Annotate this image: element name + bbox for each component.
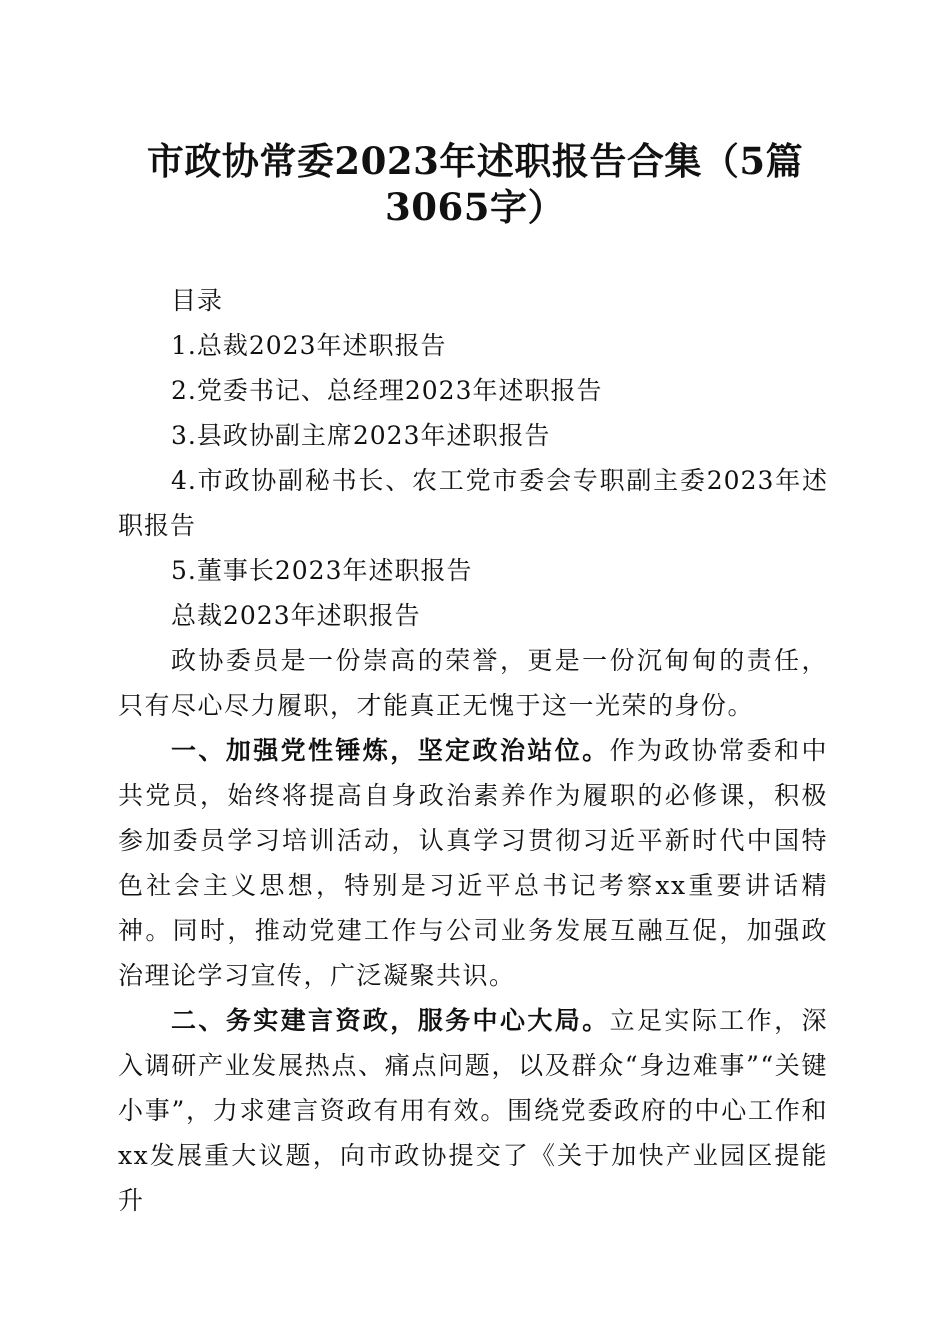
toc-item: 5.董事长2023年述职报告 bbox=[171, 556, 473, 585]
toc-item: 2.党委书记、总经理2023年述职报告 bbox=[171, 376, 603, 405]
section-title: 总裁2023年述职报告 bbox=[171, 601, 421, 630]
document-title: 市政协常委2023年述职报告合集（5篇3065字） bbox=[146, 139, 804, 229]
toc-heading: 目录 bbox=[171, 286, 224, 315]
toc-item: 3.县政协副主席2023年述职报告 bbox=[171, 421, 551, 450]
paragraph-text: 作为政协常委和中共党员，始终将提高自身政治素养作为履职的必修课，积极参加委员学习培训活动，认真学习贯彻习近平新时代中国特色社会主义思想，特别是习近平总书记考察xx重要讲话精神。同时，推动党建工作与公司业务发展互融互促，加强政治理论学习宣传，广泛凝聚共识。 bbox=[118, 736, 828, 990]
toc-item: 1.总裁2023年述职报告 bbox=[171, 331, 447, 360]
paragraph-lead: 一、加强党性锤炼，坚定政治站位。 bbox=[171, 736, 610, 765]
intro-paragraph: 政协委员是一份崇高的荣誉，更是一份沉甸甸的责任，只有尽心尽力履职，才能真正无愧于这一光荣的身份。 bbox=[118, 646, 828, 720]
body-paragraph bbox=[118, 998, 828, 1223]
paragraph-text: 立足实际工作，深入调研产业发展热点、痛点问题，以及群众“身边难事”“关键小事”，力求建言资政有用有效。围绕党委政府的中心工作和xx发展重大议题，向市政协提交了《关于加快产业园区提能升 bbox=[118, 1006, 828, 1215]
body-paragraph bbox=[118, 728, 828, 998]
toc-item: 4.市政协副秘书长、农工党市委会专职副主委2023年述职报告 bbox=[118, 466, 828, 540]
document-body bbox=[118, 278, 828, 1223]
paragraph-lead: 二、务实建言资政，服务中心大局。 bbox=[171, 1006, 610, 1035]
